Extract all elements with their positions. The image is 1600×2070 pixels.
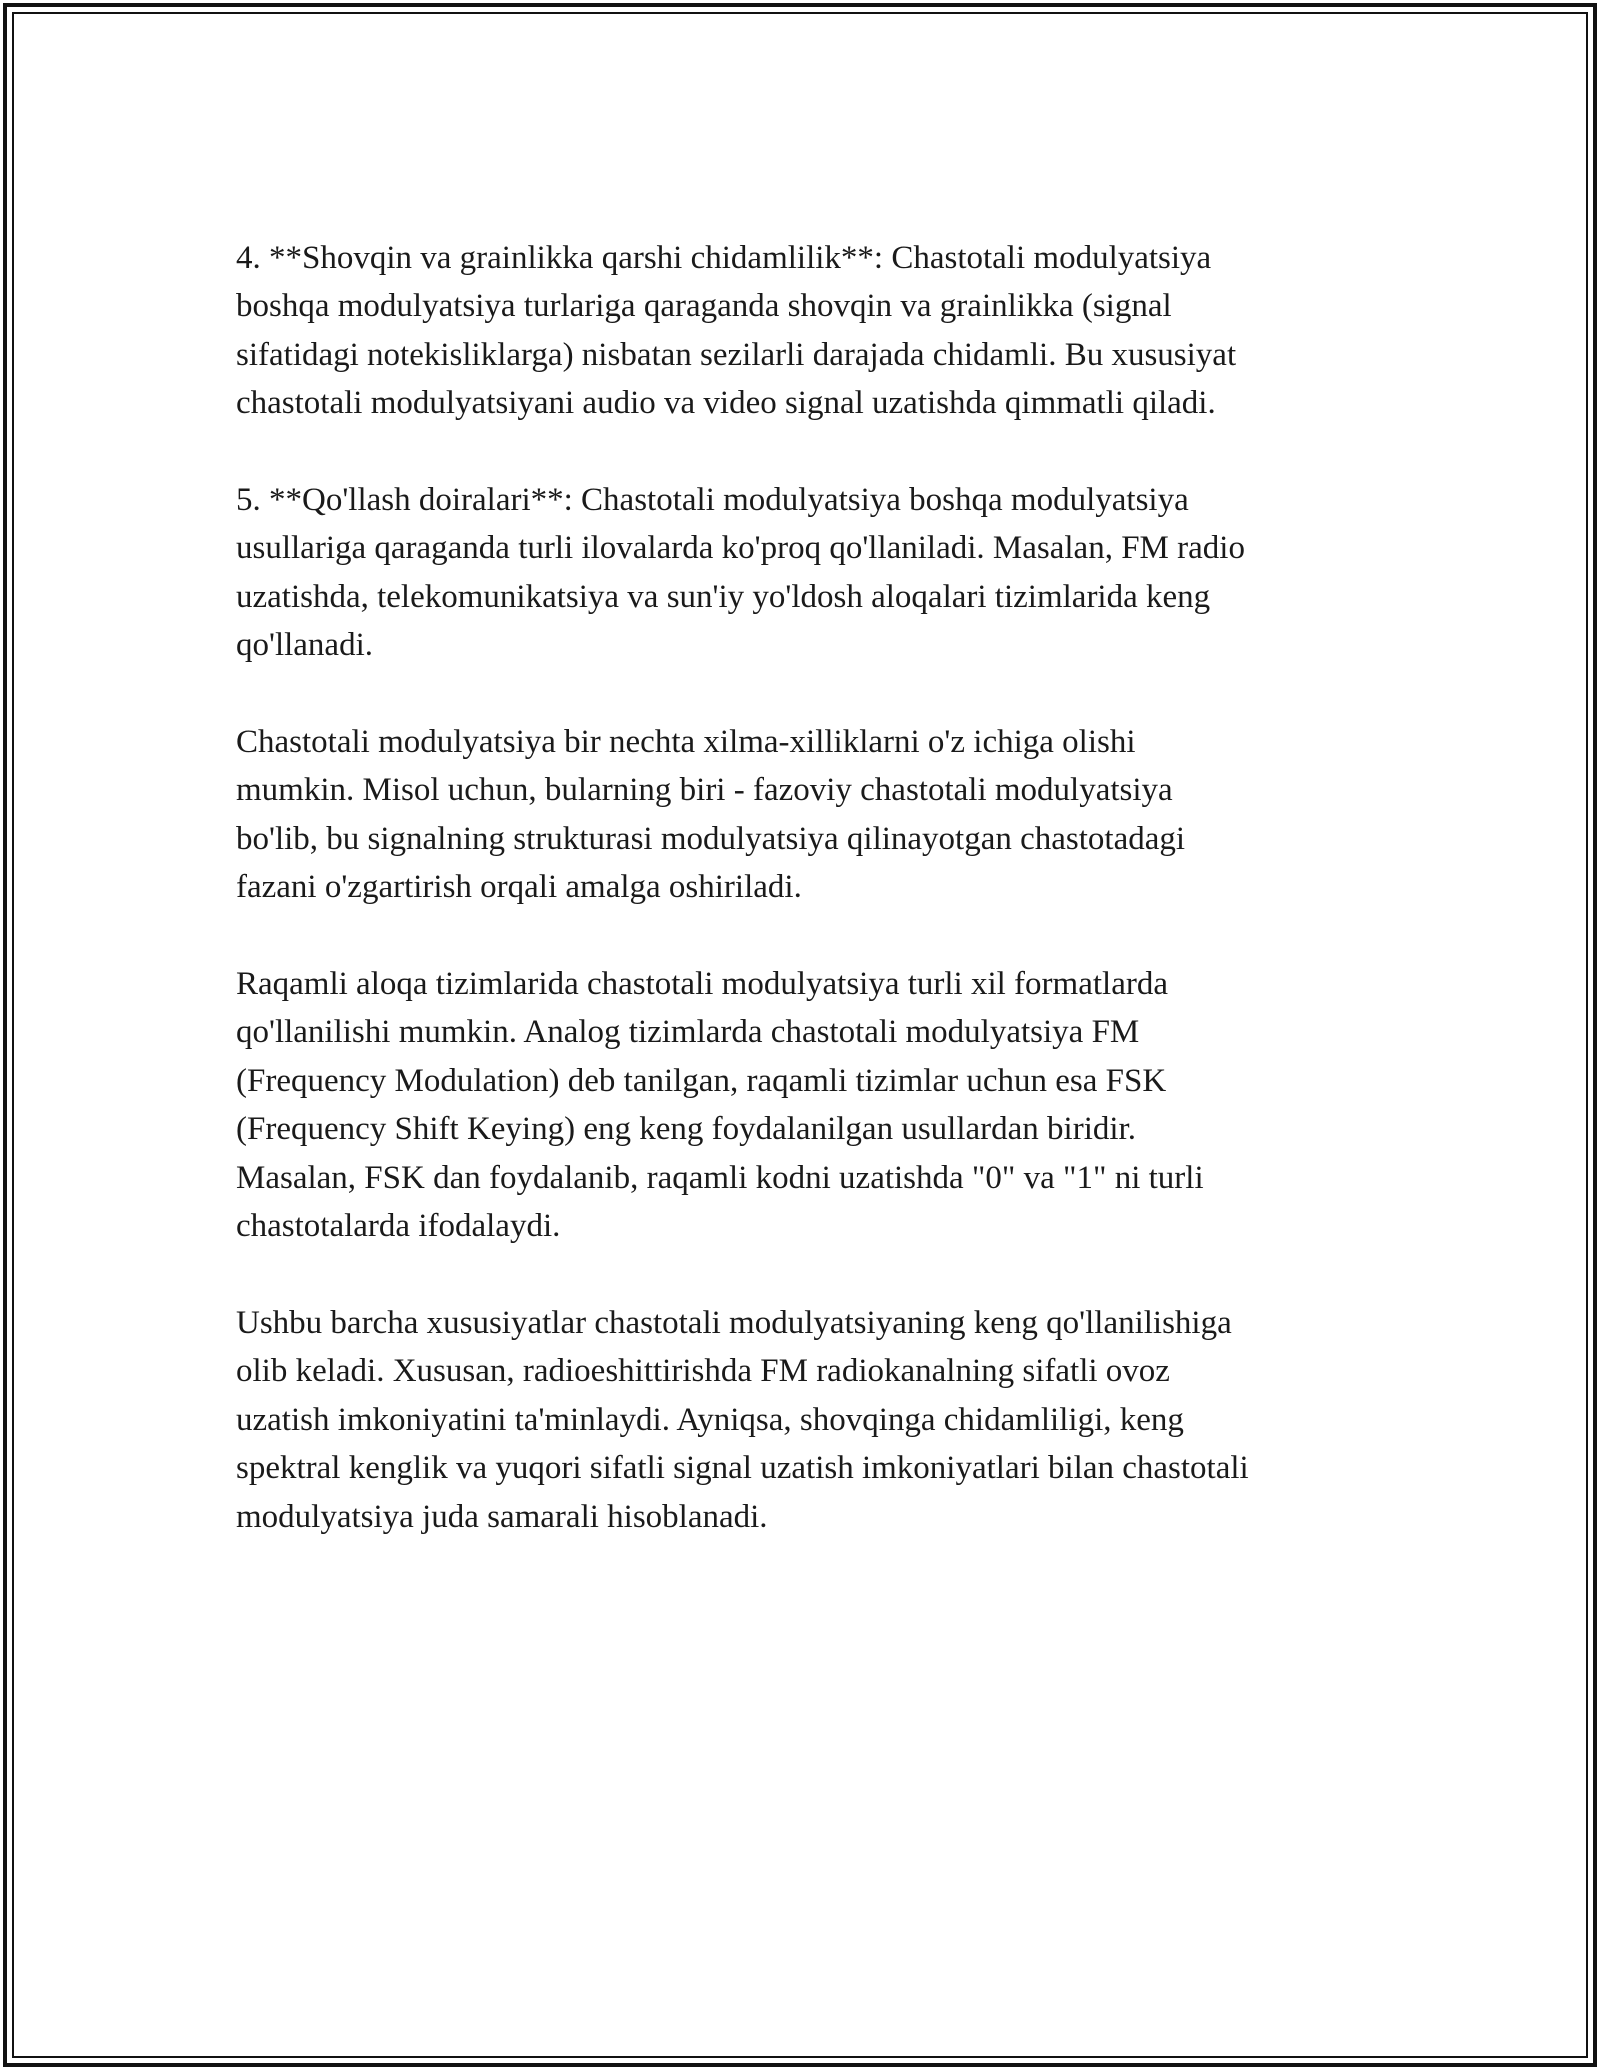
paragraph-variations: Chastotali modulyatsiya bir nechta xilma-xilliklarni o'z ichiga olishi mumkin. Misol uchun, bularning biri - fazoviy chastotali modulyatsiya bo'lib, bu signalning strukturasi modulyatsiya qilinayotgan chastotadagi fazani o'zgartirish orqali amalga oshiriladi. — [236, 724, 1186, 906]
document-body — [236, 234, 1376, 1589]
paragraph-conclusion: Ushbu barcha xususiyatlar chastotali modulyatsiyaning keng qo'llanilishiga olib keladi. Xususan, radioeshittirishda FM radiokanalning sifatli ovoz uzatish imkoniyatini ta'minlaydi. Ayniqsa, shovqinga chidamliligi, keng spektral kenglik va yuqori sifatli signal uzatish imkoniyatlari bilan chastotali modulyatsiya juda samarali hisoblanadi. — [236, 1304, 1249, 1535]
paragraph-noise-resistance: 4. **Shovqin va grainlikka qarshi chidamlilik**: Chastotali modulyatsiya boshqa modulyatsiya turlariga qaraganda shovqin va grainlikka (signal sifatidagi notekisliklarga) nisbatan sezilarli darajada chidamli. Bu xususiyat chastotali modulyatsiyani audio va video signal uzatishda qimmatli qiladi. — [236, 240, 1237, 422]
paragraph-digital-systems: Raqamli aloqa tizimlarida chastotali modulyatsiya turli xil formatlarda qo'llanilishi mumkin. Analog tizimlarda chastotali modulyatsiya FM (Frequency Modulation) deb tanilgan, raqamli tizimlar uchun esa FSK (Frequency Shift Keying) eng keng foydalanilgan usullardan biridir. Masalan, FSK dan foydalanib, raqamli kodni uzatishda "0" va "1" ni turli chastotalarda ifodalaydi. — [236, 966, 1204, 1245]
paragraph-application-areas: 5. **Qo'llash doiralari**: Chastotali modulyatsiya boshqa modulyatsiya usullariga qaraganda turli ilovalarda ko'proq qo'llaniladi. Masalan, FM radio uzatishda, telekomunikatsiya va sun'iy yo'ldosh aloqalari tizimlarida keng qo'llanadi. — [236, 482, 1245, 664]
